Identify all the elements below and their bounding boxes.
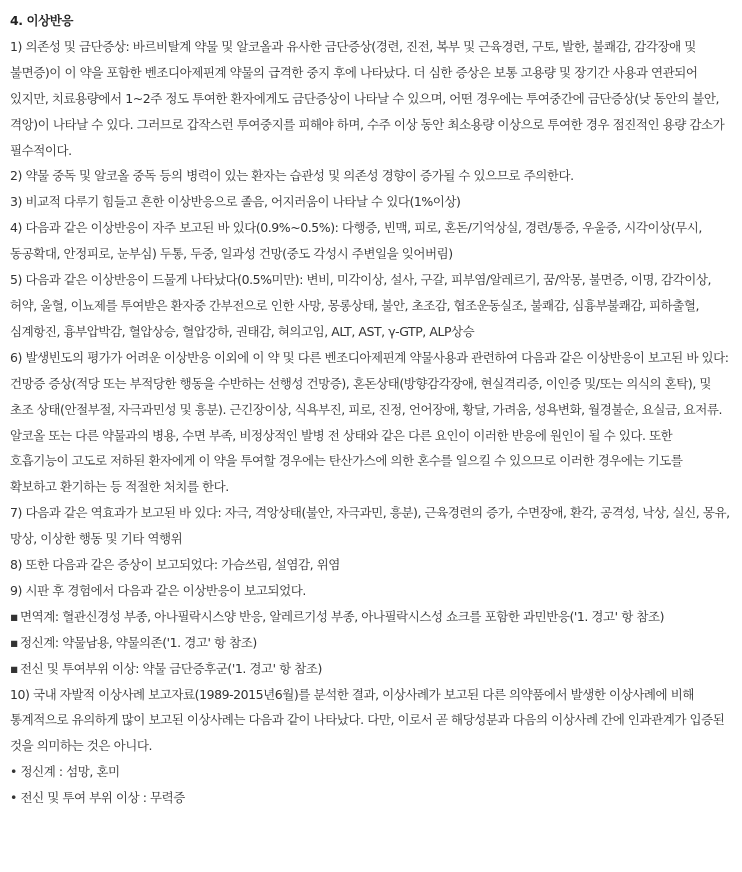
bullet-general-disorders: ▪ 전신 및 투여부위 이상: 약물 금단증후군('1. 경고' 항 참조): [10, 656, 732, 682]
bullet-psychiatric: ▪ 정신계: 약물남용, 약물의존('1. 경고' 항 참조): [10, 630, 732, 656]
paragraph-dependence-withdrawal: 1) 의존성 및 금단증상: 바르비탈계 약물 및 알코올과 유사한 금단증상(경련, 진전, 복부 및 근육경련, 구토, 발한, 불쾌감, 감각장애 및 불면증)이 이 약을 포함한 벤조디아제핀계 약물의 급격한 중지 후에 나타났다. 더 심한 증상은 보통 고용량 및 장기간 사용과 연관되어 있지만, 치료용량에서 1~2주 정도 투여한 환자에게도 금단증상이 나타날 수 있으며, 어떤 경우에는 투여중간에 금단증상(낮 동안의 불안, 격앙)이 나타날 수 있다. 그러므로 갑작스런 투여중지를 피해야 하며, 수주 이상 동안 최소용량 이상으로 투여한 경우 점진적인 용량 감소가 필수적이다.: [10, 38, 725, 158]
paragraph-common-reactions: 3) 비교적 다루기 힘들고 흔한 이상반응으로 졸음, 어지러움이 나타날 수 있다(1%이상): [10, 194, 461, 210]
paragraph-domestic-reports: 10) 국내 자발적 이상사례 보고자료(1989-2015년6월)를 분석한 결과, 이상사례가 보고된 다른 의약품에서 발생한 이상사례에 비해 통계적으로 유의하게 많이 보고된 이상사례는 다음과 같이 나타났다. 다만, 이로서 곧 해당성분과 다음의 이상사례 간에 인과관계가 입증된 것을 의미하는 것은 아니다.: [10, 686, 725, 754]
paragraph-additional-symptoms: 8) 또한 다음과 같은 증상이 보고되었다: 가슴쓰림, 설염감, 위염: [10, 557, 340, 573]
section-title: 4. 이상반응: [10, 13, 73, 28]
paragraph-rare-reactions: 5) 다음과 같은 이상반응이 드물게 나타났다(0.5%미만): 변비, 미각이상, 설사, 구갈, 피부염/알레르기, 꿈/악몽, 불면증, 이명, 감각이상, 허약, 울혈, 이뇨제를 투여받은 환자중 간부전으로 인한 사망, 몽롱상태, 불안, 초조감, 협조운동실조, 불쾌감, 심흉부불쾌감, 피하출혈, 심계항진, 흉부압박감, 혈압상승, 혈압강하, 권태감, 혀의고임, ALT, AST, γ-GTP, ALP상승: [10, 272, 712, 339]
bullet-psychiatric-domestic: • 정신계 : 섬망, 혼미: [10, 764, 120, 780]
paragraph-unknown-frequency: 6) 발생빈도의 평가가 어려운 이상반응 이외에 이 약 및 다른 벤조디아제핀계 약물사용과 관련하여 다음과 같은 이상반응이 보고된 바 있다: 건망증 증상(적당 또는 부적당한 행동을 수반하는 선행성 건망증), 혼돈상태(방향감각장애, 현실격리증, 이인증 및/또는 의식의 혼탁), 및 초조 상태(안절부절, 자극과민성 및 흥분). 근긴장이상, 식욕부진, 피로, 진정, 언어장애, 황달, 가려움, 성욕변화, 월경불순, 요실금, 요저류. 알코올 또는 다른 약물과의 병용, 수면 부족, 비정상적인 발병 전 상태와 같은 다른 요인이 이러한 반응에 원인이 될 수 있다. 또한 호흡기능이 고도로 저하된 환자에게 이 약을 투여할 경우에는 탄산가스에 의한 혼수를 일으킬 수 있으므로 이러한 경우에는 기도를 확보하고 환기하는 등 적절한 처치를 한다.: [10, 349, 729, 495]
paragraph-frequent-reactions: 4) 다음과 같은 이상반응이 자주 보고된 바 있다(0.9%~0.5%): 다행증, 빈맥, 피로, 혼돈/기억상실, 경련/통증, 우울증, 시각이상(무시, 동공확대, 안정피로, 눈부심) 두통, 두중, 일과성 건망(중도 각성시 주변일을 잊어버림): [10, 220, 702, 262]
paragraph-postmarketing: 9) 시판 후 경험에서 다음과 같은 이상반응이 보고되었다.: [10, 582, 306, 598]
bullet-general-domestic: • 전신 및 투여 부위 이상 : 무력증: [10, 790, 185, 806]
bullet-immune-system: ▪ 면역계: 혈관신경성 부종, 아나필락시스양 반응, 알레르기성 부종, 아나필락시스성 쇼크를 포함한 과민반응('1. 경고' 항 참조): [10, 604, 732, 630]
paragraph-addiction-history: 2) 약물 중독 및 알코올 중독 등의 병력이 있는 환자는 습관성 및 의존성 경향이 증가될 수 있으므로 주의한다.: [10, 168, 574, 184]
paragraph-paradoxical-effects: 7) 다음과 같은 역효과가 보고된 바 있다: 자극, 격앙상태(불안, 자극과민, 흥분), 근육경련의 증가, 수면장애, 환각, 공격성, 낙상, 실신, 몽유, 망상, 이상한 행동 및 기타 역행위: [10, 505, 730, 547]
